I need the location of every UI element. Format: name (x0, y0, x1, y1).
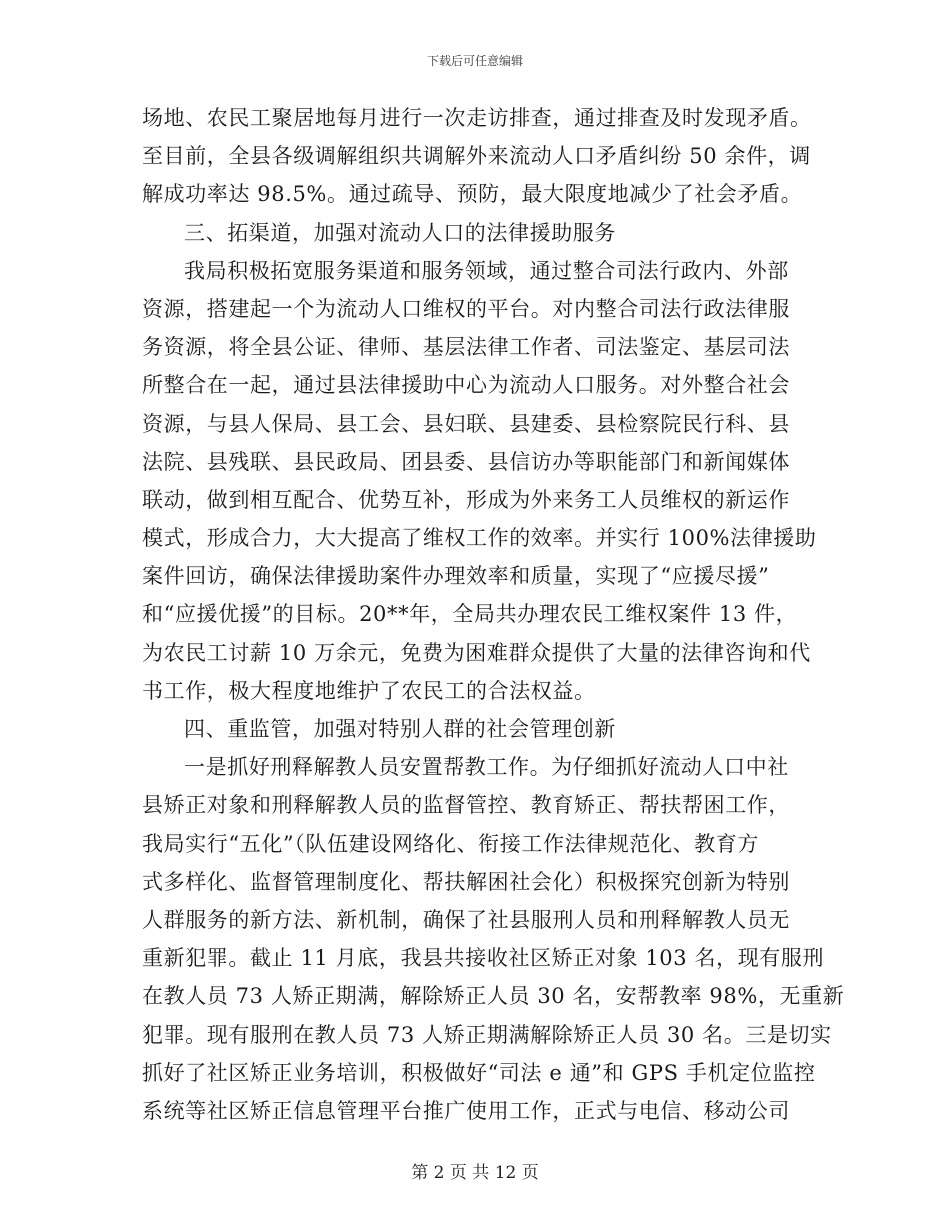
text-line: 和“应援优援”的目标。20**年，全局共办理农民工维权案件 13 件， (142, 602, 798, 627)
text-line: 抓好了社区矫正业务培训，积极做好“司法 e 通”和 GPS 手机定位监控 (142, 1060, 816, 1085)
text-line: 解成功率达 98.5%。通过疏导、预防，最大限度地减少了社会矛盾。 (142, 182, 803, 207)
text-line: 一是抓好刑释解教人员安置帮教工作。为仔细抓好流动人口中社 (184, 755, 789, 780)
text-line: 务资源，将全县公证、律师、基层法律工作者、司法鉴定、基层司法 (142, 335, 790, 360)
page-header: 下载后可任意编辑 (426, 54, 523, 68)
text-line: 式多样化、监督管理制度化、帮扶解困社会化）积极探究创新为特别 (142, 869, 790, 894)
text-line: 为农民工讨薪 10 万余元，免费为困难群众提供了大量的法律咨询和代 (142, 640, 811, 665)
text-line: 场地、农民工聚居地每月进行一次走访排查，通过排查及时发现矛盾。 (142, 106, 812, 130)
text-line: 系统等社区矫正信息管理平台推广使用工作，正式与电信、移动公司 (142, 1098, 790, 1123)
text-line: 我局积极拓宽服务渠道和服务领域，通过整合司法行政内、外部 (184, 258, 789, 283)
text-line: 人群服务的新方法、新机制，确保了社县服刑人员和刑释解教人员无 (142, 907, 790, 932)
text-line: 案件回访，确保法律援助案件办理效率和质量，实现了“应援尽援” (142, 564, 770, 589)
document-body (142, 106, 845, 1139)
page-footer: 第 2 页 共 12 页 (411, 1163, 539, 1183)
text-line: 法院、县残联、县民政局、团县委、县信访办等职能部门和新闻媒体 (142, 449, 790, 474)
text-line: 所整合在一起，通过县法律援助中心为流动人口服务。对外整合社会 (142, 373, 790, 398)
text-line: 重新犯罪。截止 11 月底，我县共接收社区矫正对象 103 名，现有服刑 (142, 946, 825, 971)
section-heading: 三、拓渠道，加强对流动人口的法律援助服务 (184, 220, 616, 245)
text-line: 书工作，极大程度地维护了农民工的合法权益。 (142, 678, 596, 703)
text-line: 在教人员 73 人矫正期满，解除矫正人员 30 名，安帮教率 98%，无重新 (142, 984, 845, 1009)
text-line: 犯罪。现有服刑在教人员 73 人矫正期满解除矫正人员 30 名。三是切实 (142, 1022, 832, 1047)
text-line: 县矫正对象和刑释解教人员的监督管控、教育矫正、帮扶帮困工作， (142, 793, 790, 818)
text-line: 模式，形成合力，大大提高了维权工作的效率。并实行 100%法律援助 (142, 526, 817, 551)
text-line: 我局实行“五化”（队伍建设网络化、衔接工作法律规范化、教育方 (142, 831, 759, 856)
text-line: 资源，搭建起一个为流动人口维权的平台。对内整合司法行政法律服 (142, 296, 790, 321)
section-heading: 四、重监管，加强对特别人群的社会管理创新 (184, 717, 616, 741)
text-line: 联动，做到相互配合、优势互补，形成为外来务工人员维权的新运作 (142, 487, 790, 512)
text-line: 至目前，全县各级调解组织共调解外来流动人口矛盾纠纷 50 余件，调 (142, 144, 811, 169)
text-line: 资源，与县人保局、县工会、县妇联、县建委、县检察院民行科、县 (142, 411, 790, 436)
